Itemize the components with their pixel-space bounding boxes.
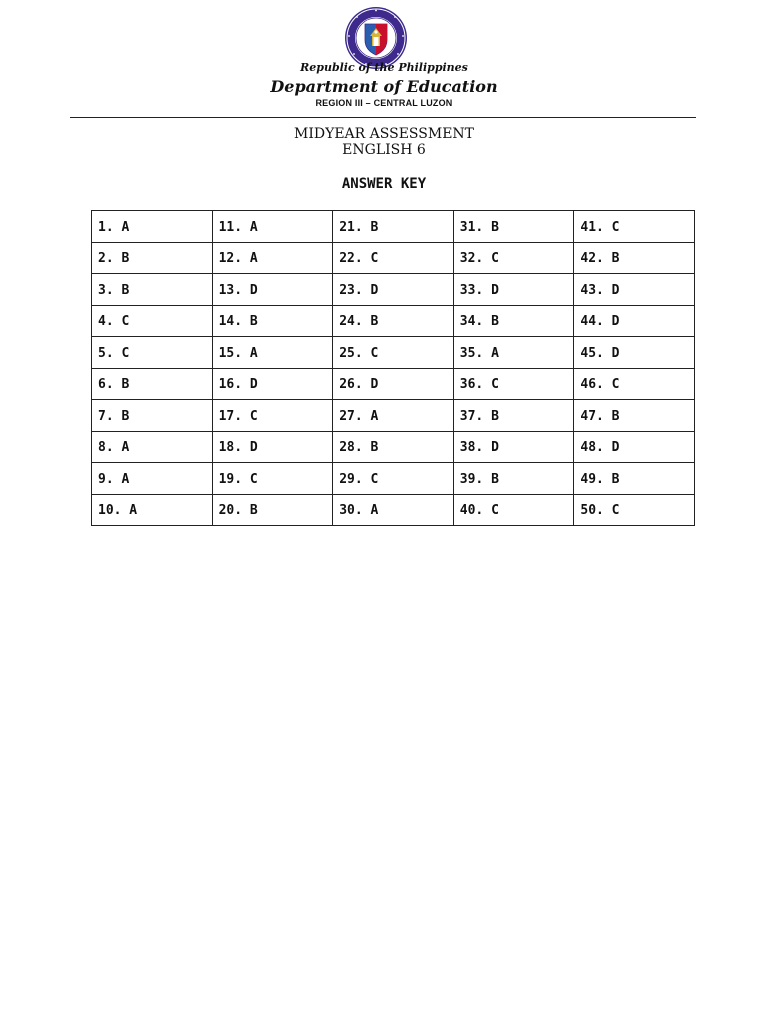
answer-cell: 16. D [212, 368, 333, 400]
table-row [92, 274, 695, 306]
answer-cell: 12. A [212, 242, 333, 274]
answer-cell: 18. D [212, 431, 333, 463]
table-row [92, 305, 695, 337]
answer-cell: 42. B [574, 242, 695, 274]
answer-cell: 20. B [212, 494, 333, 526]
answer-cell: 21. B [333, 211, 454, 243]
answer-key-table [91, 210, 695, 526]
answer-cell: 31. B [453, 211, 574, 243]
answer-cell: 29. C [333, 463, 454, 495]
answer-cell: 19. C [212, 463, 333, 495]
answer-cell: 36. C [453, 368, 574, 400]
answer-cell: 6. B [92, 368, 213, 400]
republic-line: Republic of the Philippines [300, 61, 468, 74]
answer-cell: 43. D [574, 274, 695, 306]
table-row [92, 400, 695, 432]
table-row [92, 431, 695, 463]
answer-cell: 26. D [333, 368, 454, 400]
answer-cell: 11. A [212, 211, 333, 243]
answer-cell: 24. B [333, 305, 454, 337]
answer-cell: 41. C [574, 211, 695, 243]
table-row [92, 463, 695, 495]
answer-cell: 7. B [92, 400, 213, 432]
answer-cell: 8. A [92, 431, 213, 463]
answer-cell: 28. B [333, 431, 454, 463]
answer-key-body [92, 211, 695, 526]
answer-cell: 14. B [212, 305, 333, 337]
answer-cell: 47. B [574, 400, 695, 432]
table-row [92, 337, 695, 369]
answer-cell: 30. A [333, 494, 454, 526]
answer-cell: 46. C [574, 368, 695, 400]
table-row [92, 211, 695, 243]
region-line: REGION III – CENTRAL LUZON [315, 98, 453, 108]
table-row [92, 242, 695, 274]
answer-cell: 45. D [574, 337, 695, 369]
answer-cell: 39. B [453, 463, 574, 495]
answer-cell: 25. C [333, 337, 454, 369]
answer-cell: 15. A [212, 337, 333, 369]
answer-cell: 10. A [92, 494, 213, 526]
answer-cell: 2. B [92, 242, 213, 274]
answer-cell: 3. B [92, 274, 213, 306]
answer-key-title: ANSWER KEY [341, 176, 427, 192]
table-row [92, 494, 695, 526]
answer-cell: 4. C [92, 305, 213, 337]
answer-cell: 34. B [453, 305, 574, 337]
header-divider [70, 117, 696, 118]
answer-cell: 17. C [212, 400, 333, 432]
answer-cell: 27. A [333, 400, 454, 432]
answer-cell: 13. D [212, 274, 333, 306]
answer-cell: 48. D [574, 431, 695, 463]
answer-cell: 33. D [453, 274, 574, 306]
answer-cell: 1. A [92, 211, 213, 243]
assessment-title: MIDYEAR ASSESSMENT [294, 126, 474, 142]
answer-cell: 40. C [453, 494, 574, 526]
answer-cell: 32. C [453, 242, 574, 274]
answer-cell: 38. D [453, 431, 574, 463]
answer-cell: 5. C [92, 337, 213, 369]
answer-cell: 44. D [574, 305, 695, 337]
department-name: Department of Education [270, 77, 498, 96]
answer-cell: 9. A [92, 463, 213, 495]
answer-cell: 23. D [333, 274, 454, 306]
answer-cell: 35. A [453, 337, 574, 369]
subject-title: ENGLISH 6 [342, 142, 426, 158]
answer-cell: 22. C [333, 242, 454, 274]
table-row [92, 368, 695, 400]
answer-cell: 37. B [453, 400, 574, 432]
answer-cell: 49. B [574, 463, 695, 495]
answer-cell: 50. C [574, 494, 695, 526]
